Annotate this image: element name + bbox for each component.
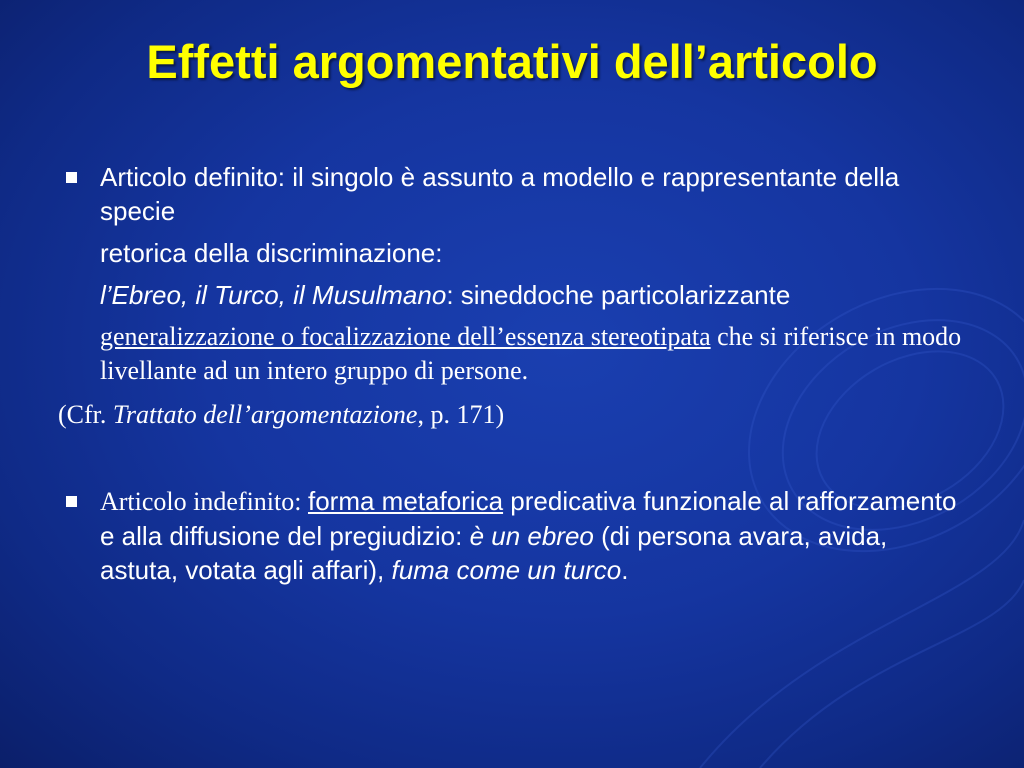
- bullet2-end: .: [621, 555, 629, 585]
- subline-discrimination: retorica della discriminazione:: [100, 238, 443, 268]
- bullet2-text-a: predicativa funzionale al rafforzamento e alla diffusione del pregiudizio:: [100, 486, 957, 551]
- bullet2-underlined: forma metaforica: [307, 486, 504, 516]
- bullet2-text-b: (di persona avara, avida, astuta, votata agli affari),: [100, 521, 888, 585]
- square-bullet-icon: [66, 172, 77, 183]
- bullet-indefinite-article: [60, 484, 970, 587]
- examples-italic: l’Ebreo, il Turco, il Musulmano: [100, 280, 447, 310]
- square-bullet-icon: [66, 496, 77, 507]
- citation-suffix: , p. 171): [417, 400, 505, 429]
- slide-title: Effetti argomentativi dell’articolo: [146, 35, 878, 88]
- bullet1-text: Articolo definito: il singolo è assunto a modello e rappresentante della specie: [100, 162, 900, 226]
- citation-prefix: (Cfr.: [58, 400, 113, 429]
- generalization-underlined: generalizzazione o focalizzazione dell’essenza stereotipata: [100, 322, 711, 351]
- subline-generalization: [60, 320, 970, 388]
- bullet2-italic-b: fuma come un turco: [391, 555, 622, 585]
- bullet2-lead: Articolo indefinito: [100, 487, 295, 516]
- citation-work: Trattato dell’argomentazione: [112, 400, 418, 429]
- bullet-definite-article: [60, 160, 970, 228]
- slide-content: [60, 160, 970, 587]
- generalization-rest: che si riferisce in modo livellante ad un intero gruppo di persone.: [100, 322, 962, 385]
- bullet2-colon: :: [294, 487, 308, 516]
- subline-synecdoche: [60, 278, 970, 312]
- bullet2-italic-a: è un ebreo: [469, 521, 594, 551]
- synecdoche-text: : sineddoche particolarizzante: [446, 280, 791, 310]
- citation: [58, 398, 970, 432]
